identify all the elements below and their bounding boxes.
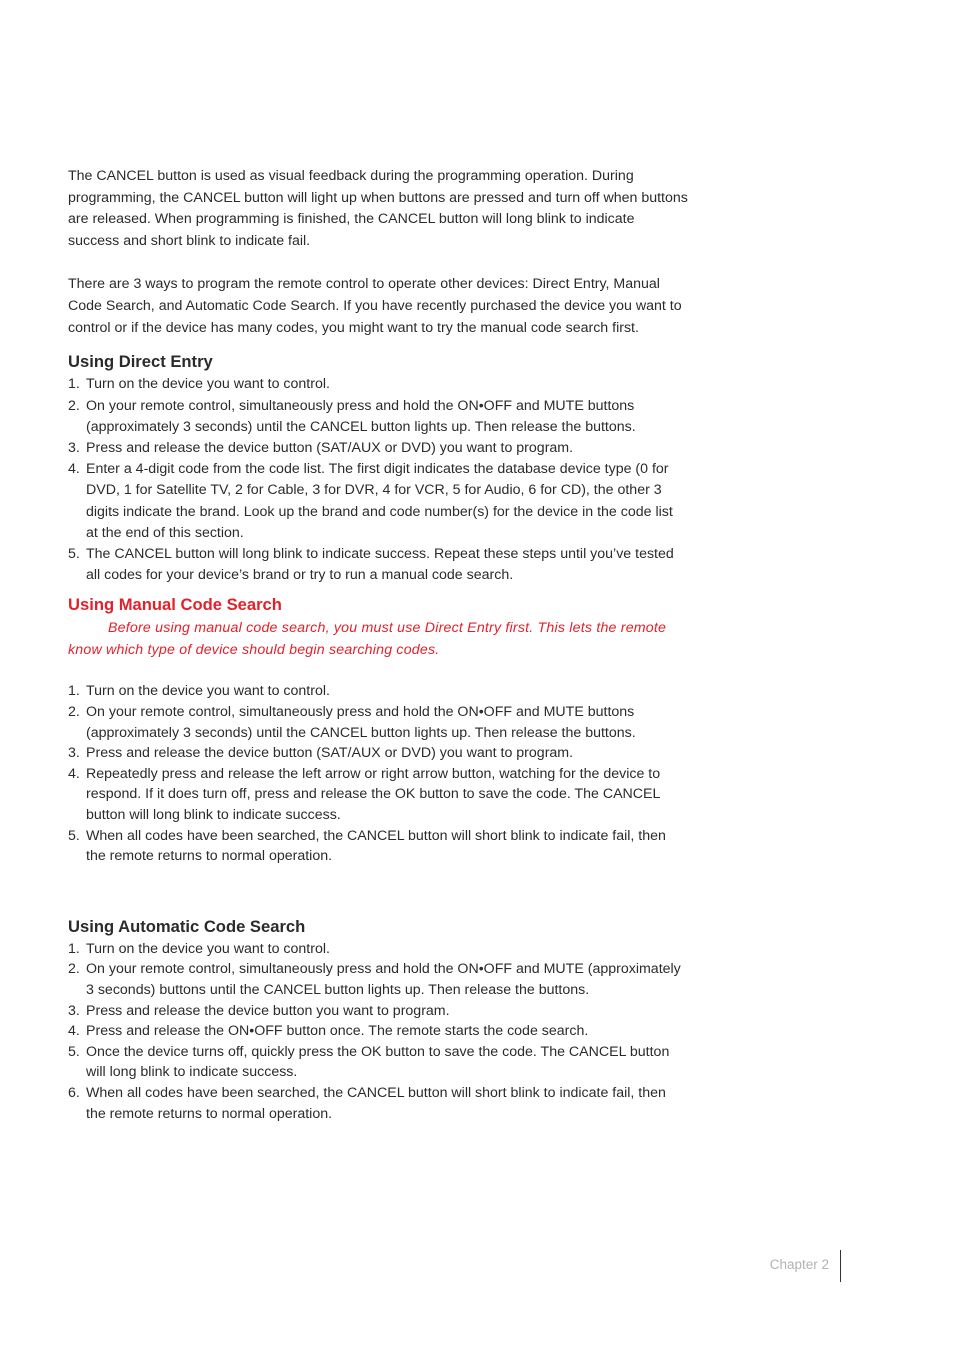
list-item	[68, 1083, 688, 1124]
manual-search-section	[68, 595, 688, 866]
step-text: Turn on the device you want to control.	[86, 940, 330, 957]
step-text: Press and release the ON•OFF button once. The remote starts the code search.	[86, 1023, 589, 1040]
list-item	[68, 681, 688, 702]
step-text: Press and release the device button (SAT/AUX or DVD) you want to program.	[86, 440, 574, 457]
list-item	[68, 544, 688, 586]
list-item	[68, 826, 688, 867]
step-text: Press and release the device button (SAT/AUX or DVD) you want to program.	[86, 745, 574, 762]
step-number: 4.	[68, 765, 80, 782]
step-text: Turn on the device you want to control.	[86, 683, 330, 700]
list-item	[68, 743, 688, 764]
step-text: Repeatedly press and release the left arrow or right arrow button, watching for the device to respond. If it does turn off, press and release the OK button to save the code. The CANCEL button will long blink to indicate success.	[86, 765, 661, 824]
list-item	[68, 1042, 688, 1083]
direct-entry-section	[68, 352, 688, 586]
direct-entry-steps	[68, 374, 688, 586]
step-text: Once the device turns off, quickly press the OK button to save the code. The CANCEL button will long blink to indicate success.	[86, 1043, 670, 1081]
list-item	[68, 764, 688, 826]
step-number: 5.	[68, 546, 80, 563]
step-text: Enter a 4-digit code from the code list. The first digit indicates the database device type (0 for DVD, 1 for Satellite TV, 2 for Cable, 3 for DVR, 4 for VCR, 5 for Audio, 6 for CD), the other 3 digits indicate the brand. Look up the brand and code number(s) for the device in the code list at the end of this section.	[86, 461, 673, 541]
step-number: 6.	[68, 1084, 80, 1101]
page-footer	[740, 1250, 841, 1282]
list-item	[68, 459, 688, 544]
direct-entry-heading: Using Direct Entry	[68, 352, 213, 372]
step-number: 2.	[68, 704, 80, 721]
step-number: 5.	[68, 1043, 80, 1060]
step-text: The CANCEL button will long blink to indicate success. Repeat these steps until you’ve tested all codes for your device’s brand or try to run a manual code search.	[86, 546, 674, 584]
step-number: 3.	[68, 440, 80, 457]
step-number: 1.	[68, 940, 80, 957]
step-text: Turn on the device you want to control.	[86, 376, 330, 393]
manual-search-note: Before using manual code search, you must use Direct Entry first. This lets the remote know which type of device should begin searching codes.	[68, 620, 667, 659]
step-text: When all codes have been searched, the CANCEL button will short blink to indicate fail, then the remote returns to normal operation.	[86, 1084, 666, 1122]
step-number: 3.	[68, 745, 80, 762]
page-content	[68, 166, 688, 1124]
manual-search-steps	[68, 681, 688, 866]
list-item	[68, 1001, 688, 1022]
list-item	[68, 374, 688, 395]
manual-search-heading: Using Manual Code Search	[68, 595, 282, 615]
automatic-search-heading: Using Automatic Code Search	[68, 916, 306, 936]
step-text: Press and release the device button you want to program.	[86, 1002, 450, 1019]
list-item	[68, 959, 688, 1000]
step-text: When all codes have been searched, the CANCEL button will short blink to indicate fail, then the remote returns to normal operation.	[86, 827, 666, 865]
step-number: 5.	[68, 827, 80, 844]
step-number: 2.	[68, 961, 80, 978]
list-item	[68, 939, 688, 960]
chapter-label: Chapter 2	[769, 1257, 829, 1272]
step-number: 3.	[68, 1002, 80, 1019]
list-item	[68, 396, 688, 438]
step-number: 2.	[68, 397, 80, 414]
step-number: 4.	[68, 1023, 80, 1040]
step-text: On your remote control, simultaneously press and hold the ON•OFF and MUTE buttons (approximately 3 seconds) until the CANCEL button lights up. Then release the buttons.	[86, 397, 636, 435]
intro-paragraph-programming-ways: There are 3 ways to program the remote control to operate other devices: Direct Entry, Manual Code Search, and Automatic Code Search. If you have recently purchased the device you want to control or if the device has many codes, you might want to try the manual code search first.	[68, 276, 682, 336]
step-text: On your remote control, simultaneously press and hold the ON•OFF and MUTE (approximately 3 seconds) buttons until the CANCEL button lights up. Then release the buttons.	[86, 961, 681, 998]
automatic-search-section	[68, 917, 688, 1124]
list-item	[68, 1021, 688, 1042]
intro-paragraph-cancel-feedback: The CANCEL button is used as visual feedback during the programming operation. During programming, the CANCEL button will light up when buttons are pressed and turn off when buttons are released. When programming is finished, the CANCEL button will long blink to indicate success and short blink to indicate fail.	[68, 168, 688, 250]
automatic-search-steps	[68, 939, 688, 1124]
list-item	[68, 702, 688, 743]
step-number: 1.	[68, 683, 80, 700]
list-item	[68, 438, 688, 459]
footer-divider	[840, 1250, 841, 1282]
step-number: 1.	[68, 376, 80, 393]
step-number: 4.	[68, 461, 80, 478]
step-text: On your remote control, simultaneously press and hold the ON•OFF and MUTE buttons (approximately 3 seconds) until the CANCEL button lights up. Then release the buttons.	[86, 704, 636, 741]
